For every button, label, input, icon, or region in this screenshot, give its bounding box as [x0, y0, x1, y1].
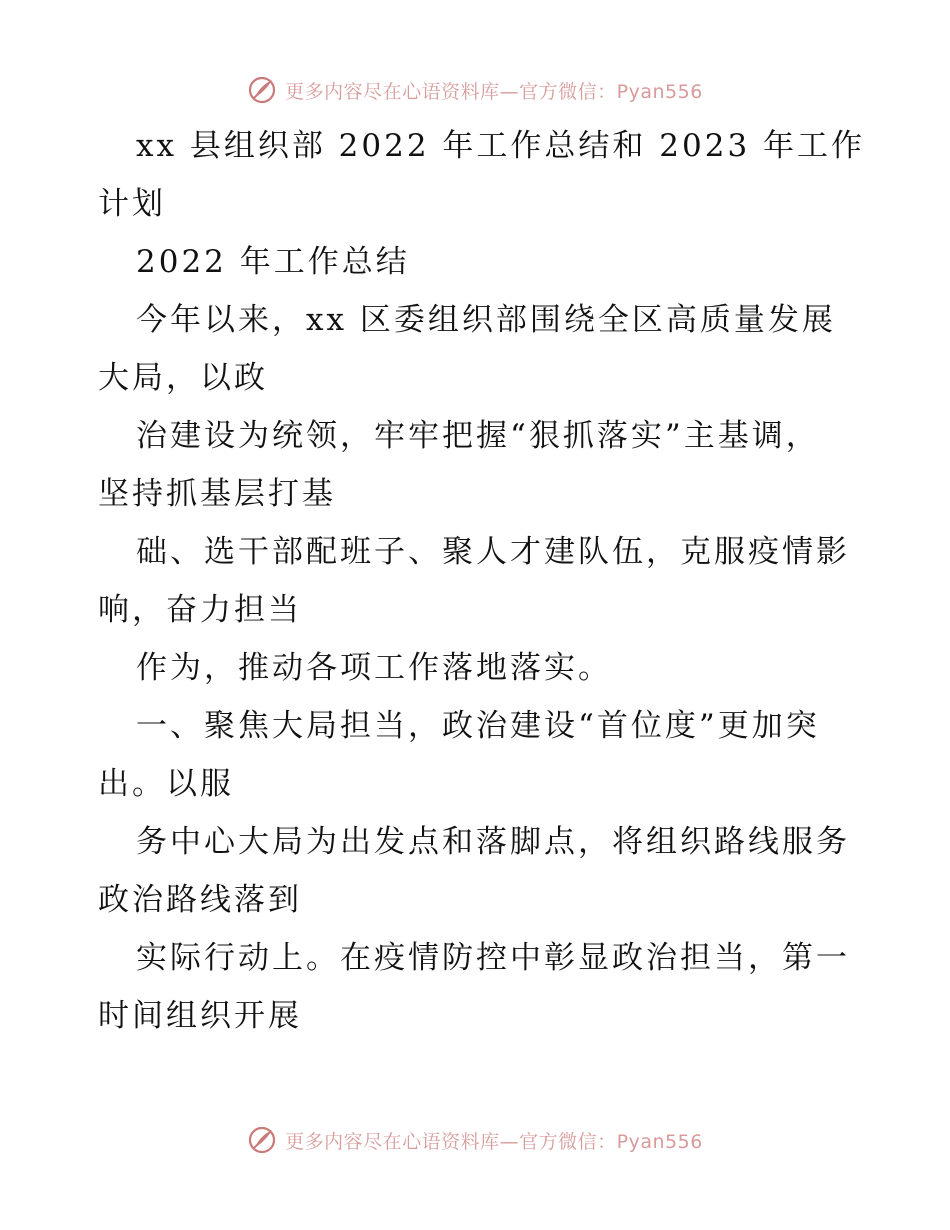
paragraph-line: 作为，推动各项工作落地落实。 [136, 650, 612, 686]
paragraph-line: 务中心大局为出发点和落脚点，将组织路线服务 [136, 824, 850, 860]
paragraph-line: 今年以来，xx 区委组织部围绕全区高质量发展 [136, 302, 836, 338]
paragraph-line: 时间组织开展 [98, 998, 302, 1034]
feather-pen-circle-icon [247, 1125, 277, 1155]
document-title-line-1: xx 县组织部 2022 年工作总结和 2023 年工作 [136, 128, 866, 164]
document-title-line-2: 计划 [98, 186, 166, 222]
watermark-header [0, 70, 950, 110]
paragraph-line: 出。以服 [98, 766, 234, 802]
paragraph-line: 大局，以政 [98, 360, 268, 396]
watermark-footer [0, 1120, 950, 1160]
feather-pen-circle-icon [247, 75, 277, 105]
subsection-heading-line: 一、聚焦大局担当，政治建设“首位度”更加突 [136, 708, 820, 744]
paragraph-line: 坚持抓基层打基 [98, 476, 336, 512]
paragraph-line: 政治路线落到 [98, 882, 302, 918]
watermark-text: 更多内容尽在心语资料库—官方微信：Pyan556 [285, 80, 703, 103]
section-heading: 2022 年工作总结 [136, 244, 410, 280]
paragraph-line: 响，奋力担当 [98, 592, 302, 628]
paragraph-line: 实际行动上。在疫情防控中彰显政治担当，第一 [136, 940, 850, 976]
paragraph-line: 治建设为统领，牢牢把握“狠抓落实”主基调， [136, 418, 820, 454]
watermark-text: 更多内容尽在心语资料库—官方微信：Pyan556 [285, 1130, 703, 1153]
paragraph-line: 础、选干部配班子、聚人才建队伍，克服疫情影 [136, 534, 850, 570]
